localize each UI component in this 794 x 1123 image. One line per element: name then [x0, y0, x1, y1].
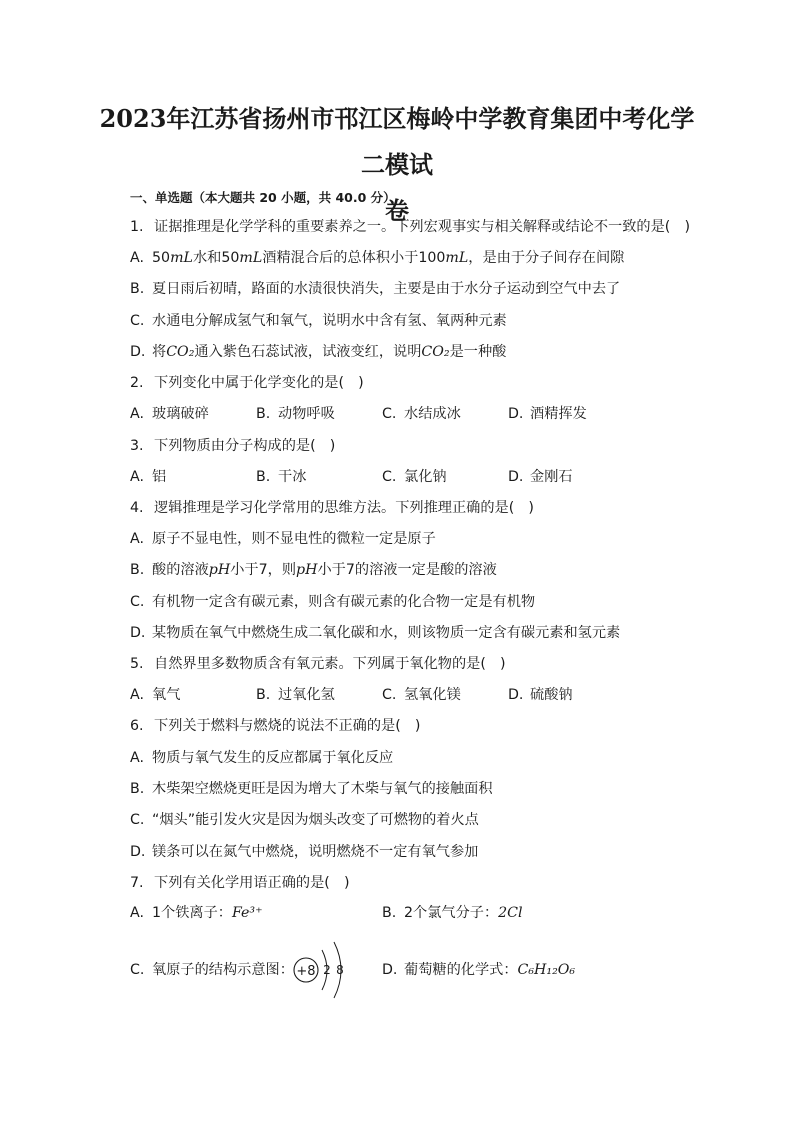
question-number: 6. [130, 718, 144, 734]
title-line-1: 2023年江苏省扬州市邗江区梅岭中学教育集团中考化学二模试 [99, 104, 695, 179]
question-7-option-d [382, 960, 575, 980]
option-label: A. [130, 531, 144, 547]
question-6-stem [130, 716, 420, 736]
question-6-option-a [130, 748, 393, 768]
option-text: 铝 [152, 469, 167, 485]
option-label: A. [130, 750, 144, 766]
option-label: C. [382, 469, 397, 485]
shell-2-electrons: 8 [336, 963, 344, 977]
option-text: 葡萄糖的化学式： [404, 962, 518, 978]
question-4-option-c [130, 592, 535, 612]
question-number: 3. [130, 438, 144, 454]
option-text: 硫酸钠 [530, 687, 573, 703]
unit: mL [170, 250, 193, 266]
question-1-option-b [130, 279, 620, 299]
unit: mL [239, 250, 263, 266]
question-3-stem [130, 436, 335, 456]
question-7-option-b [382, 903, 523, 923]
option-label: A. [130, 406, 144, 422]
option-text: 过氧化氢 [278, 687, 335, 703]
option-label: C. [382, 687, 397, 703]
question-number: 5. [130, 656, 144, 672]
question-1-stem [130, 217, 690, 237]
option-label: C. [382, 406, 397, 422]
formula: pH [296, 562, 318, 578]
option-label: D. [508, 687, 524, 703]
question-2-option-b [256, 404, 335, 424]
formula: Fe³⁺ [231, 905, 263, 921]
exam-title [90, 96, 704, 234]
question-1-option-c [130, 311, 507, 331]
title-line-2: 卷 [385, 196, 409, 225]
question-1-option-a [130, 248, 624, 268]
question-text: 下列物质由分子构成的是( ) [154, 438, 336, 454]
option-text: 金刚石 [530, 469, 573, 485]
oxygen-atom-structure-diagram [292, 938, 354, 1002]
option-text: 氢氧化镁 [404, 687, 461, 703]
question-4-option-a [130, 529, 436, 549]
question-2-option-c [382, 404, 461, 424]
question-6-option-b [130, 779, 493, 799]
option-text: 有机物一定含有碳元素，则含有碳元素的化合物一定是有机物 [152, 594, 536, 610]
option-label: D. [508, 469, 524, 485]
question-number: 4. [130, 500, 144, 516]
section-heading: 一、单选题（本大题共 20 小题，共 40.0 分） [130, 190, 396, 205]
question-5-option-b [256, 685, 335, 705]
option-text: 氯化钠 [404, 469, 447, 485]
option-text: 水通电分解成氢气和氧气，说明水中含有氢、氧两种元素 [152, 313, 507, 329]
question-3-option-c [382, 467, 447, 487]
question-text: 证据推理是化学学科的重要素养之一。下列宏观事实与相关解释或结论不一致的是( ) [154, 219, 691, 235]
option-text: 氧原子的结构示意图： [152, 962, 294, 978]
question-7-option-c [130, 960, 294, 980]
formula: 2Cl [498, 905, 523, 921]
shell-1-electrons: 2 [323, 963, 331, 977]
question-7-stem [130, 873, 350, 893]
question-number: 7. [130, 875, 144, 891]
option-label: B. [130, 781, 145, 797]
option-label: D. [130, 844, 146, 860]
question-2-option-a [130, 404, 209, 424]
option-text: 镁条可以在氮气中燃烧，说明燃烧不一定有氧气参加 [152, 844, 479, 860]
option-text: 干冰 [278, 469, 307, 485]
option-text: 1个铁离子： [152, 905, 232, 921]
option-label: C. [130, 594, 145, 610]
option-text: 原子不显电性，则不显电性的微粒一定是原子 [152, 531, 436, 547]
question-4-option-b [130, 560, 497, 580]
option-label: A. [130, 469, 144, 485]
option-label: B. [130, 281, 145, 297]
option-label: B. [256, 469, 271, 485]
question-7-option-a [130, 903, 263, 923]
option-text: 氧气 [152, 687, 181, 703]
option-text: 酒精挥发 [530, 406, 587, 422]
option-label: D. [130, 344, 146, 360]
question-3-option-d [508, 467, 573, 487]
option-text: “烟头”能引发火灾是因为烟头改变了可燃物的着火点 [152, 812, 479, 828]
question-text: 下列有关化学用语正确的是( ) [154, 875, 350, 891]
formula: C₆H₁₂O₆ [517, 962, 576, 978]
option-label: C. [130, 962, 145, 978]
option-label: D. [130, 625, 146, 641]
question-6-option-c [130, 810, 479, 830]
option-text: 某物质在氧气中燃烧生成二氧化碳和水，则该物质一定含有碳元素和氢元素 [152, 625, 621, 641]
unit: mL [445, 250, 469, 266]
option-text: 通入紫色石蕊试液，试液变红，说明 [194, 344, 422, 360]
question-5-option-c [382, 685, 461, 705]
question-5-option-d [508, 685, 573, 705]
option-label: A. [130, 687, 144, 703]
question-3-option-b [256, 467, 306, 487]
question-text: 逻辑推理是学习化学常用的思维方法。下列推理正确的是( ) [154, 500, 534, 516]
option-text: 水和50 [192, 250, 240, 266]
option-label: B. [130, 562, 145, 578]
option-label: A. [130, 250, 144, 266]
question-1-option-d [130, 342, 506, 362]
question-3-option-a [130, 467, 166, 487]
question-4-option-d [130, 623, 620, 643]
option-label: B. [256, 687, 271, 703]
option-text: 是一种酸 [449, 344, 507, 360]
option-label: C. [130, 812, 145, 828]
option-text: 夏日雨后初晴，路面的水渍很快消失，主要是由于水分子运动到空气中去了 [152, 281, 621, 297]
option-label: D. [508, 406, 524, 422]
formula: CO₂ [421, 344, 450, 360]
option-text: 动物呼吸 [278, 406, 335, 422]
option-text: 50 [152, 250, 171, 266]
option-text: 水结成冰 [404, 406, 461, 422]
option-text: 木柴架空燃烧更旺是因为增大了木柴与氧气的接触面积 [152, 781, 493, 797]
option-text: 玻璃破碎 [152, 406, 209, 422]
option-text: 将 [152, 344, 167, 360]
option-text: ，是由于分子间存在间隙 [468, 250, 625, 266]
option-label: C. [130, 313, 145, 329]
formula: CO₂ [166, 344, 195, 360]
option-label: B. [256, 406, 271, 422]
question-4-stem [130, 498, 534, 518]
question-text: 自然界里多数物质含有氧元素。下列属于氧化物的是( ) [154, 656, 506, 672]
option-text: 2个氯气分子： [404, 905, 499, 921]
question-2-option-d [508, 404, 587, 424]
question-number: 1. [130, 219, 144, 235]
option-text: 小于7，则 [230, 562, 297, 578]
option-label: B. [382, 905, 397, 921]
option-text: 酸的溶液 [152, 562, 209, 578]
option-text: 物质与氧气发生的反应都属于氧化反应 [152, 750, 394, 766]
question-2-stem [130, 373, 364, 393]
option-text: 酒精混合后的总体积小于100 [262, 250, 446, 266]
question-6-option-d [130, 842, 478, 862]
question-5-stem [130, 654, 506, 674]
option-label: A. [130, 905, 144, 921]
option-label: D. [382, 962, 398, 978]
formula: pH [208, 562, 231, 578]
question-text: 下列变化中属于化学变化的是( ) [154, 375, 364, 391]
question-text: 下列关于燃料与燃烧的说法不正确的是( ) [154, 718, 421, 734]
nucleus-charge: +8 [296, 964, 316, 979]
question-number: 2. [130, 375, 144, 391]
option-text: 小于7的溶液一定是酸的溶液 [317, 562, 497, 578]
question-5-option-a [130, 685, 180, 705]
